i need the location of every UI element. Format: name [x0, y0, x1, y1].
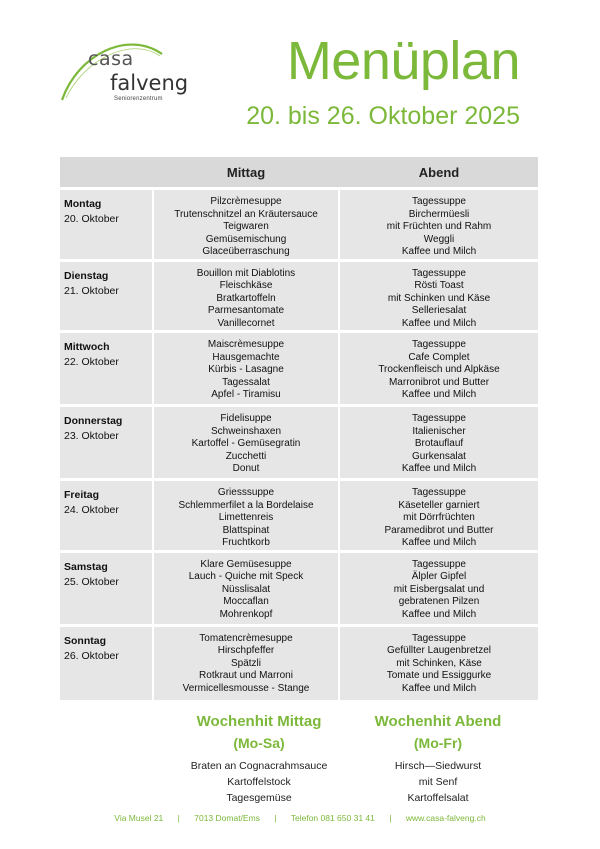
day-date: 25. Oktober	[64, 575, 119, 588]
dinner-item: Gurkensalat	[412, 450, 466, 462]
lunch-item: Maiscrèmesuppe	[207, 339, 285, 350]
lunch-cell	[154, 627, 338, 700]
menu-body	[60, 187, 538, 700]
day-row	[60, 407, 538, 478]
header-dinner: Abend	[340, 157, 538, 187]
lunch-item: Limettenreis	[218, 512, 274, 523]
lunch-item: Hausgemachte	[212, 351, 280, 363]
footer-address: Via Musel 21	[114, 813, 164, 823]
lunch-item: Fruchtkorb	[222, 537, 270, 548]
weekly-hit-dinner-period: (Mo-Fr)	[413, 735, 463, 751]
header-lunch: Mittag	[154, 157, 338, 187]
dinner-item: Birchermüesli	[408, 208, 470, 220]
logo-tagline: Seniorenzentrum	[114, 96, 163, 102]
lunch-item: Schlemmerfilet a la Bordelaise	[178, 499, 314, 511]
lunch-cell	[154, 262, 338, 331]
lunch-item: Bouillon mit Diablotins	[196, 267, 296, 279]
lunch-cell	[154, 481, 338, 550]
dinner-item: Trockenfleisch und Alpkäse	[378, 364, 500, 375]
day-name: Freitag	[64, 489, 100, 501]
footer-website-link[interactable]: www.casa-falveng.ch	[405, 813, 486, 823]
header-day-cell	[60, 157, 152, 187]
lunch-item: Pilzcrèmesuppe	[210, 196, 282, 207]
dinner-item: Tomate und Essiggurke	[386, 670, 492, 681]
dinner-cell	[340, 190, 538, 259]
lunch-cell	[154, 553, 338, 624]
lunch-cell	[154, 190, 338, 259]
weekly-hit-lunch-item: Tagesgemüse	[226, 792, 292, 804]
lunch-item: Kürbis - Lasagne	[208, 364, 284, 375]
day-row	[60, 627, 538, 700]
weekly-hit-dinner-item: Hirsch—Siedwurst	[394, 760, 482, 772]
dinner-item: Kaffee und Milch	[401, 317, 477, 329]
lunch-item: Schweinshaxen	[210, 425, 282, 437]
dinner-item: Tagessuppe	[412, 196, 466, 207]
lunch-item: Nüsslisalat	[221, 583, 271, 595]
day-label-cell	[60, 627, 152, 700]
dinner-item: Tagessuppe	[412, 487, 466, 498]
lunch-item: Glaceüberraschung	[202, 246, 290, 257]
lunch-cell	[154, 407, 338, 478]
dinner-item: Kaffee und Milch	[401, 389, 477, 400]
dinner-cell	[340, 333, 538, 404]
day-name: Samstag	[64, 560, 108, 573]
dinner-cell	[340, 627, 538, 700]
lunch-item: Donut	[232, 463, 260, 474]
dinner-item: Tagessuppe	[412, 267, 466, 279]
dinner-item: Tagessuppe	[412, 632, 466, 644]
footer-separator: |	[177, 813, 180, 823]
dinner-item: mit Früchten und Rahm	[386, 221, 492, 232]
weekly-hit-lunch-period: (Mo-Sa)	[233, 735, 285, 751]
footer-separator: |	[389, 813, 392, 823]
dinner-item: Gefüllter Laugenbretzel	[387, 645, 491, 656]
dinner-cell	[340, 407, 538, 478]
lunch-item: Spätzli	[230, 657, 261, 669]
lunch-item: Gemüsemischung	[205, 233, 287, 245]
weekly-hit-dinner-title: Wochenhit Abend	[374, 713, 502, 730]
footer-city: 7013 Domat/Ems	[194, 813, 260, 823]
dinner-item: Cafe Complet	[408, 351, 470, 363]
dinner-item: mit Schinken, Käse	[396, 657, 482, 669]
lunch-item: Tomatencrèmesuppe	[199, 632, 293, 644]
dinner-item: Kaffee und Milch	[401, 608, 477, 620]
day-label-cell	[60, 407, 152, 478]
dinner-item: Italienischer	[412, 425, 466, 437]
dinner-item: Tagessuppe	[412, 413, 466, 424]
footer-phone: Telefon 081 650 31 41	[290, 813, 375, 823]
dinner-item: Kaffee und Milch	[401, 246, 477, 257]
lunch-item: Hirschpfeffer	[217, 645, 275, 656]
day-label-cell	[60, 190, 152, 259]
dinner-item: Marronibrot und Butter	[388, 376, 490, 388]
lunch-item: Kartoffel - Gemüsegratin	[191, 438, 301, 449]
footer-separator: |	[274, 813, 277, 823]
lunch-item: Teigwaren	[223, 221, 269, 232]
weekly-hit-dinner-item: Kartoffelsalat	[407, 792, 469, 804]
dinner-item: mit Eisbergsalat und	[393, 583, 485, 595]
weekly-hit-lunch-item: Kartoffelstock	[227, 776, 291, 788]
day-date: 24. Oktober	[64, 504, 119, 516]
lunch-cell	[154, 333, 338, 404]
dinner-cell	[340, 553, 538, 624]
weekly-hit-dinner-item: mit Senf	[418, 776, 458, 788]
dinner-item: Älpler Gipfel	[411, 571, 467, 582]
lunch-item: Fleischkäse	[219, 280, 273, 291]
day-date: 26. Oktober	[64, 649, 119, 662]
weekly-hit-lunch-title: Wochenhit Mittag	[196, 713, 322, 730]
logo	[58, 34, 198, 106]
day-row	[60, 190, 538, 259]
day-date: 22. Oktober	[64, 356, 119, 368]
dinner-item: Tagessuppe	[412, 339, 466, 350]
dinner-item: Rösti Toast	[414, 280, 464, 291]
logo-casa: casa	[88, 48, 134, 70]
dinner-item: Käseteller garniert	[398, 499, 480, 511]
day-name: Dienstag	[64, 269, 109, 282]
day-name: Mittwoch	[64, 341, 110, 353]
dinner-item: Brotauflauf	[414, 438, 464, 449]
lunch-item: Parmesantomate	[207, 305, 285, 316]
lunch-item: Lauch - Quiche mit Speck	[188, 571, 304, 582]
dinner-item: mit Dörrfrüchten	[403, 512, 475, 523]
dinner-item: Paramedibrot und Butter	[384, 524, 494, 536]
lunch-item: Vermicellesmousse - Stange	[182, 682, 310, 694]
lunch-item: Bratkartoffeln	[216, 292, 276, 304]
day-label-cell	[60, 553, 152, 624]
lunch-item: Vanillecornet	[217, 317, 275, 329]
day-name: Montag	[64, 198, 102, 210]
weekly-hit-lunch-item: Braten an Cognacrahmsauce	[190, 760, 328, 772]
lunch-item: Mohrenkopf	[219, 608, 273, 620]
day-label-cell	[60, 333, 152, 404]
day-date: 21. Oktober	[64, 284, 119, 297]
lunch-item: Moccaflan	[223, 596, 269, 607]
day-label-cell	[60, 262, 152, 331]
lunch-item: Rotkraut und Marroni	[199, 670, 293, 681]
dinner-cell	[340, 262, 538, 331]
weekly-hit-dinner	[338, 712, 538, 806]
lunch-item: Fidelisuppe	[220, 413, 272, 424]
day-row	[60, 262, 538, 331]
lunch-item: Blattspinat	[222, 524, 270, 536]
day-row	[60, 333, 538, 404]
day-label-cell	[60, 481, 152, 550]
page-title: Menüplan	[286, 31, 520, 91]
footer	[0, 813, 600, 823]
dinner-item: gebratenen Pilzen	[398, 596, 480, 607]
logo-falveng: falveng	[110, 71, 189, 95]
dinner-item: Tagessuppe	[412, 558, 466, 570]
day-name: Sonntag	[64, 634, 106, 647]
dinner-item: Kaffee und Milch	[401, 682, 477, 694]
lunch-item: Tagessalat	[222, 376, 270, 388]
weekly-hit-lunch	[149, 712, 369, 806]
dinner-cell	[340, 481, 538, 550]
day-date: 20. Oktober	[64, 213, 119, 225]
day-row	[60, 481, 538, 550]
day-row	[60, 553, 538, 624]
date-range: 20. bis 26. Oktober 2025	[246, 102, 520, 130]
dinner-item: mit Schinken und Käse	[387, 292, 491, 304]
dinner-item: Kaffee und Milch	[401, 537, 477, 548]
dinner-item: Kaffee und Milch	[401, 463, 477, 474]
lunch-item: Trutenschnitzel an Kräutersauce	[174, 208, 318, 220]
lunch-item: Griesssuppe	[217, 487, 275, 498]
lunch-item: Apfel - Tiramisu	[211, 389, 281, 400]
lunch-item: Zucchetti	[225, 450, 267, 462]
day-date: 23. Oktober	[64, 430, 119, 442]
lunch-item: Klare Gemüsesuppe	[200, 558, 292, 570]
dinner-item: Weggli	[423, 233, 455, 245]
dinner-item: Selleriesalat	[411, 305, 467, 316]
day-name: Donnerstag	[64, 415, 123, 427]
menu-table	[60, 157, 538, 700]
